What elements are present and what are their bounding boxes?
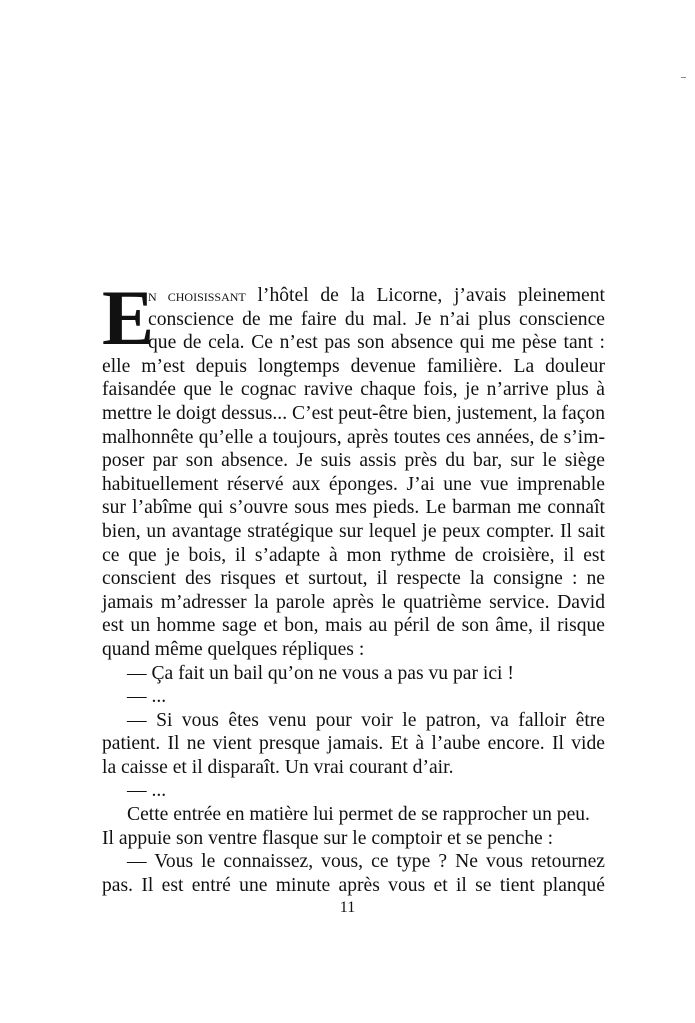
opening-smallcaps: n choisissant (148, 286, 246, 305)
text-line: la caisse et il disparaît. Un vrai courant d’air. (102, 756, 454, 778)
text-line: conscient des risques et surtout, il respecte la consigne : ne (102, 568, 605, 590)
page-number: 11 (339, 899, 356, 916)
dialogue-line: — ... (127, 686, 167, 708)
text-line: faisandée que le cognac ravive chaque fois, je n’arrive plus à (102, 379, 605, 401)
text-line: quand même quelques répliques : (102, 638, 365, 660)
text-line: ce que je bois, il s’adapte à mon rythme de croisière, il est (102, 544, 605, 566)
text-line: jamais m’adresser la parole après le quatrième service. David (102, 591, 605, 613)
text-line: Cette entrée en matière lui permet de se rapprocher un peu. (127, 804, 590, 826)
dialogue-line: — Si vous êtes venu pour voir le patron, va falloir être (127, 709, 605, 731)
dialogue-line: — Ça fait un bail qu’on ne vous a pas vu par ici ! (127, 662, 514, 684)
text-line: elle m’est depuis longtemps devenue familière. La douleur (102, 355, 605, 377)
text-line: habituellement réservé aux éponges. J’ai une vue imprenable (102, 473, 605, 495)
text-line: Il appuie son ventre flasque sur le comptoir et se penche : (102, 827, 554, 849)
text-line: bien, un avantage stratégique sur lequel je peux compter. Il sait (102, 520, 605, 542)
text-line: que de cela. Ce n’est pas son absence qui me pèse tant : (148, 332, 605, 354)
text-line: mettre le doigt dessus... C’est peut-être bien, justement, la façon (102, 402, 605, 424)
text-line: n choisissant l’hôtel de la Licorne, j’avais pleinement (148, 285, 605, 306)
text-line: pas. Il est entré une minute après vous et il se tient planqué (102, 874, 605, 896)
text-line: conscience de me faire du mal. Je n’ai plus conscience (148, 308, 605, 330)
text-line: est un homme sage et bon, mais au péril de son âme, il risque (102, 615, 605, 637)
dialogue-line: — Vous le connaissez, vous, ce type ? Ne vous retournez (127, 851, 605, 873)
text-line: poser par son absence. Je suis assis près du bar, sur le siège (102, 450, 605, 472)
dialogue-line: — ... (127, 780, 167, 802)
text-line: malhonnête qu’elle a toujours, après toutes ces années, de s’im- (102, 426, 605, 448)
drop-cap: E (102, 274, 155, 361)
text-line: patient. Il ne vient presque jamais. Et à l’aube encore. Il vide (102, 733, 605, 755)
text-line: sur l’abîme qui s’ouvre sous mes pieds. Le barman me connaît (102, 497, 605, 519)
chapter-text (102, 274, 605, 897)
scan-speck (681, 77, 686, 78)
